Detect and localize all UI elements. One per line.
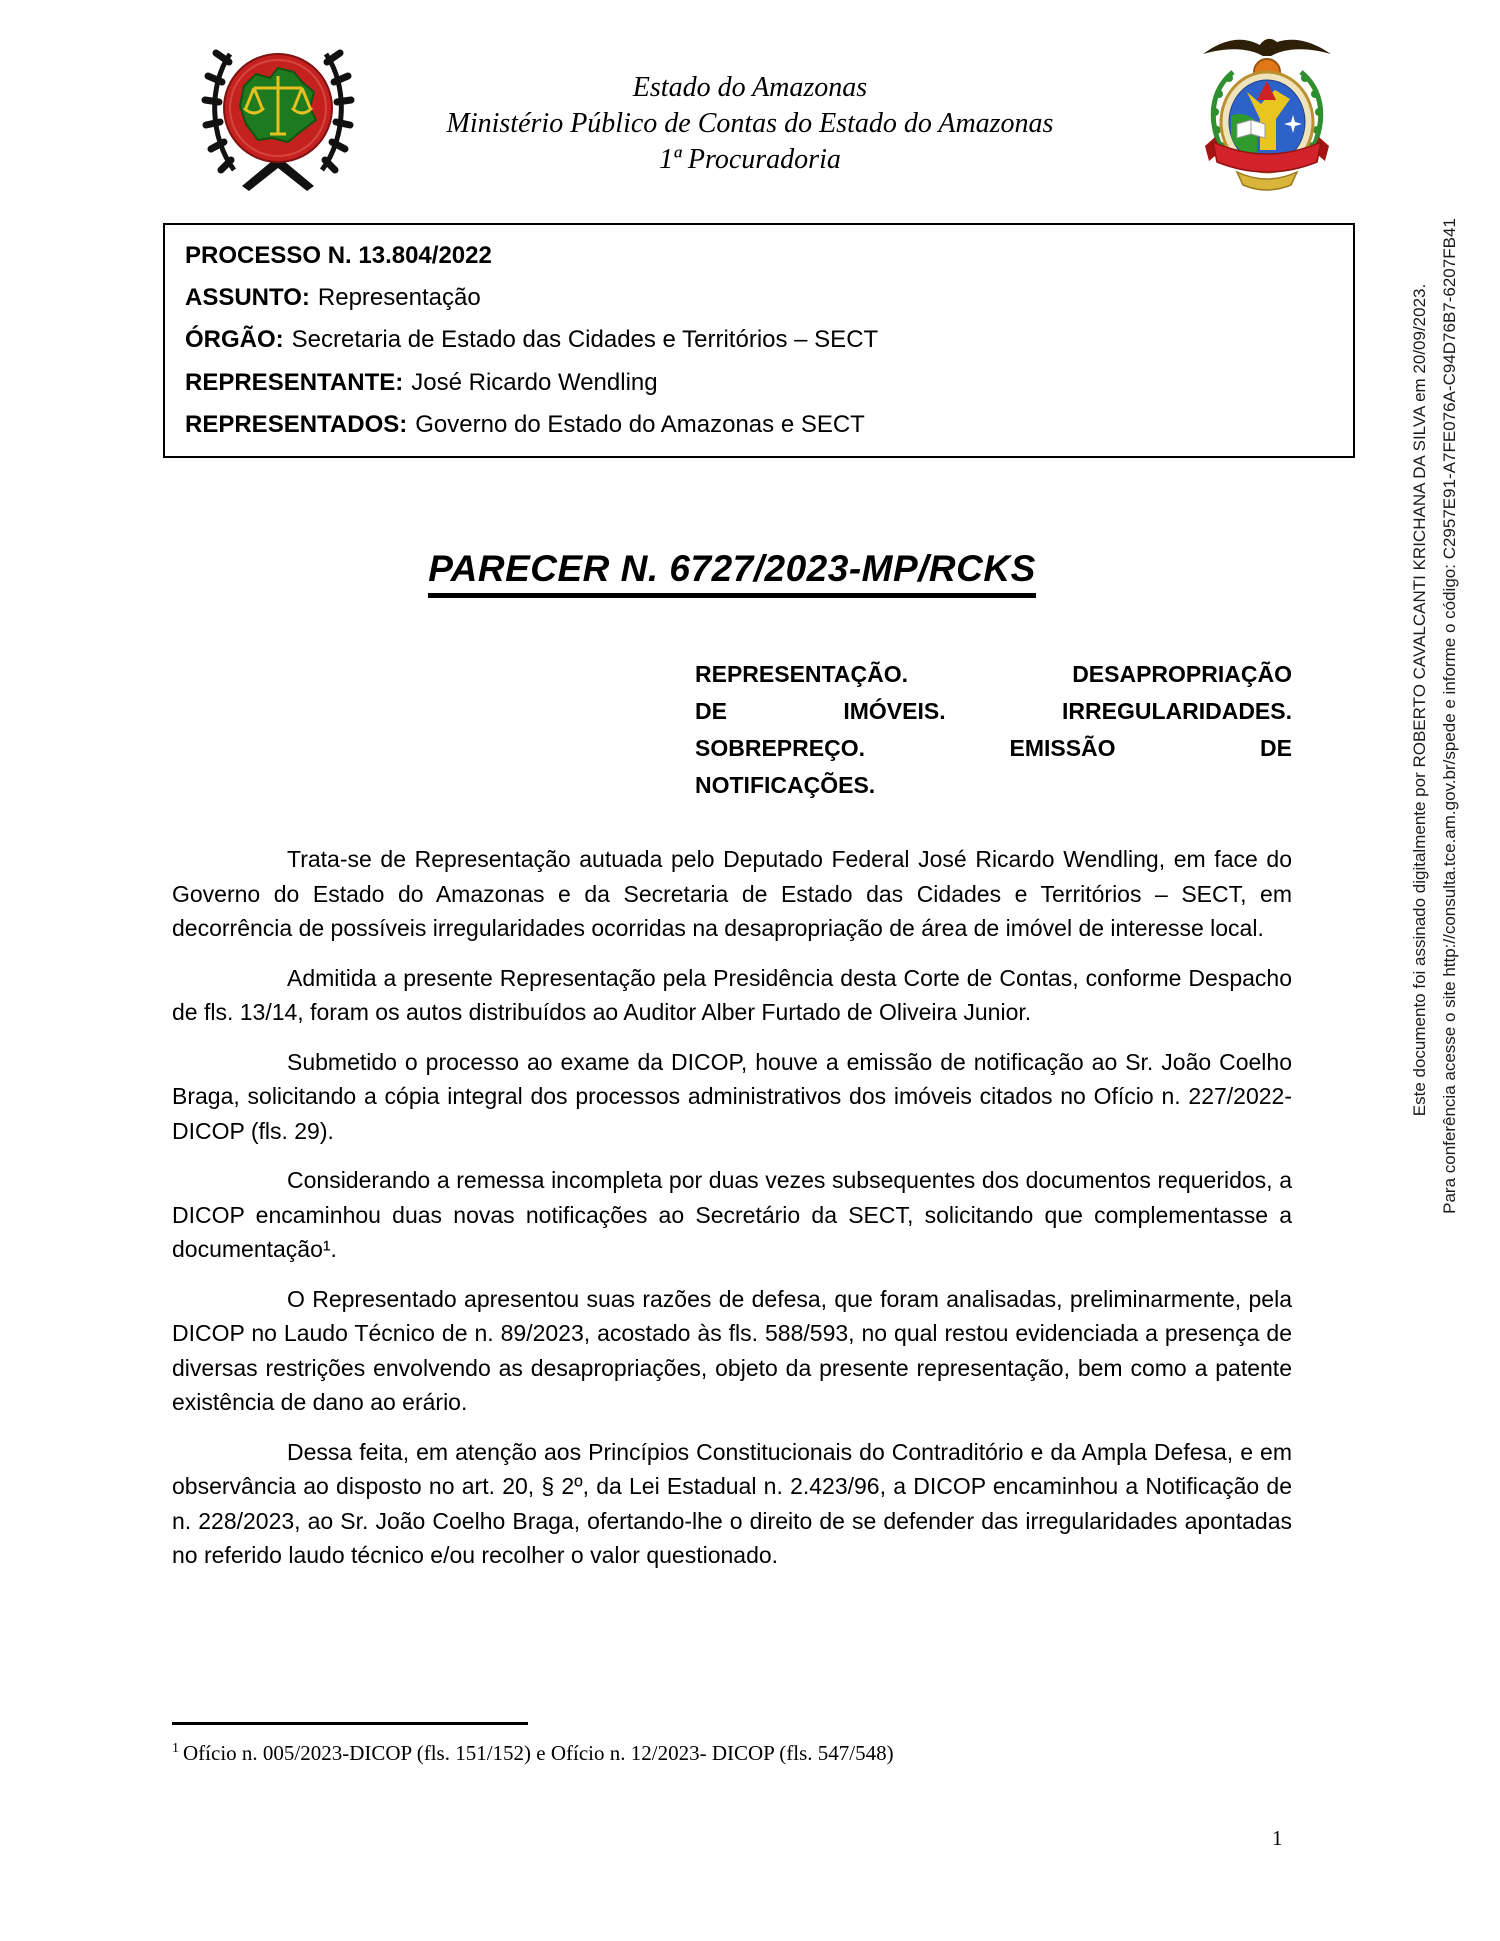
letterhead (320, 70, 1180, 178)
verification-code-line: Para conferência acesse o site http://consulta.tce.am.gov.br/spede e informe o código: C2957E91-A7FE076A-C94D76B7-6207FB41 (1440, 218, 1459, 1214)
paragraph-2: Admitida a presente Representação pela Presidência desta Corte de Contas, conforme Despacho de fls. 13/14, foram os autos distribuídos ao Auditor Alber Furtado de Oliveira Junior. (172, 964, 1292, 1025)
process-info-box (163, 223, 1355, 458)
letterhead-line1: Estado do Amazonas (632, 72, 868, 103)
assunto-row (185, 284, 1333, 312)
process-number: PROCESSO N. 13.804/2022 (185, 242, 492, 270)
footnote-marker: 1 (172, 1741, 179, 1756)
letterhead-line3: 1ª Procuradoria (659, 144, 841, 175)
ementa-line: DE IMÓVEIS. IRREGULARIDADES. (695, 698, 1292, 724)
document-title: PARECER N. 6727/2023-MP/RCKS (428, 548, 1036, 598)
representante-value: José Ricardo Wendling (411, 368, 658, 396)
ementa-line: REPRESENTAÇÃO. DESAPROPRIAÇÃO (695, 661, 1292, 687)
ementa-block (695, 656, 1292, 804)
orgao-value: Secretaria de Estado das Cidades e Territórios – SECT (291, 326, 879, 354)
representados-row (185, 411, 1333, 439)
paragraph-4: Considerando a remessa incompleta por duas vezes subsequentes dos documentos requeridos, a DICOP encaminhou duas novas notificações ao Secretário da SECT, solicitando que complementasse a documentação¹. (172, 1167, 1292, 1262)
page-number: 1 (1272, 1826, 1283, 1850)
representados-label: REPRESENTADOS: (185, 410, 408, 438)
representados-value: Governo do Estado do Amazonas e SECT (415, 410, 865, 438)
footnote-text: Ofício n. 005/2023-DICOP (fls. 151/152) e Ofício n. 12/2023- DICOP (fls. 547/548) (183, 1741, 894, 1765)
tce-amazonas-coat-of-arms-icon (1186, 20, 1348, 192)
title-wrap (172, 548, 1292, 598)
letterhead-line2: Ministério Público de Contas do Estado do Amazonas (446, 108, 1054, 139)
ementa-line: NOTIFICAÇÕES. (695, 772, 876, 798)
paragraph-3: Submetido o processo ao exame da DICOP, houve a emissão de notificação ao Sr. João Coelho Braga, solicitando a cópia integral dos processos administrativos dos imóveis citados no Ofício n. 227/2022-DICOP (fls. 29). (172, 1048, 1292, 1144)
assunto-label: ASSUNTO: (185, 284, 310, 312)
process-number-row (185, 242, 1333, 270)
digital-signature-line: Este documento foi assinado digitalmente por ROBERTO CAVALCANTI KRICHANA DA SILVA em 20/09/2023. (1410, 283, 1429, 1117)
paragraph-1: Trata-se de Representação autuada pelo Deputado Federal José Ricardo Wendling, em face do Governo do Estado do Amazonas e da Secretaria de Estado das Cidades e Territórios – SECT, em decorrência de possíveis irregularidades ocorridas na desapropriação de área de imóvel de interesse local. (172, 846, 1292, 941)
orgao-label: ÓRGÃO: (185, 326, 284, 354)
paragraph-6: Dessa feita, em atenção aos Princípios Constitucionais do Contraditório e da Ampla Defesa, e em observância ao disposto no art. 20, § 2º, da Lei Estadual n. 2.423/96, a DICOP encaminhou a Notificação de n. 228/2023, ao Sr. João Coelho Braga, ofertando-lhe o direito de se defender das irregularidades apontadas no referido laudo técnico e/ou recolher o valor questionado. (172, 1438, 1292, 1568)
paragraph-5: O Representado apresentou suas razões de defesa, que foram analisadas, preliminarmente, pela DICOP no Laudo Técnico de n. 89/2023, acostado às fls. 588/593, no qual restou evidenciada a presença de diversas restrições envolvendo as desapropriações, objeto da presente representação, bem como a patente existência de dano ao erário. (172, 1285, 1292, 1415)
orgao-row (185, 326, 1333, 354)
body-text (172, 842, 1292, 1588)
representante-label: REPRESENTANTE: (185, 368, 404, 396)
representante-row (185, 369, 1333, 397)
ementa-line: SOBREPREÇO. EMISSÃO DE (695, 735, 1292, 761)
footnote (172, 1736, 1292, 1766)
footnote-separator (172, 1722, 528, 1725)
assunto-value: Representação (317, 284, 481, 312)
